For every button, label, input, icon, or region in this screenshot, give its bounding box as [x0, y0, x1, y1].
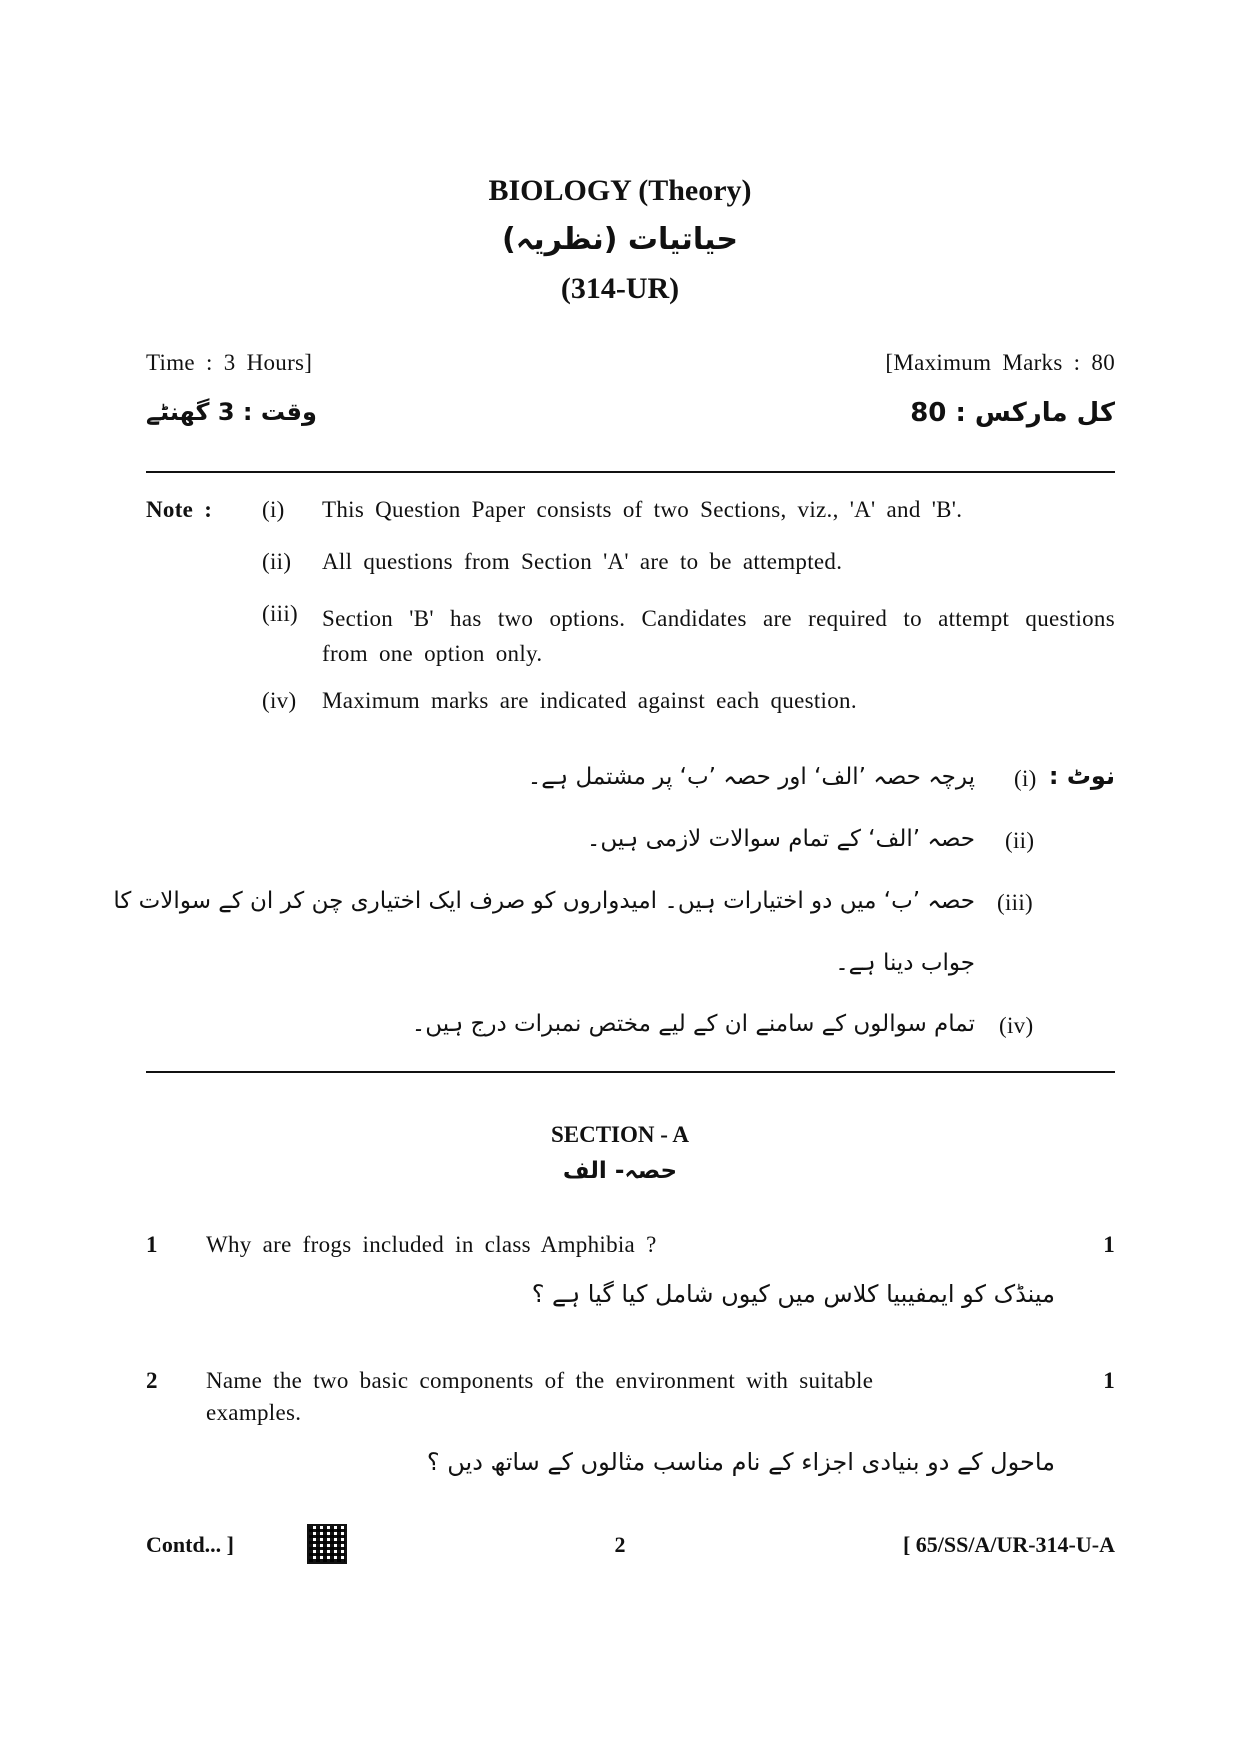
- note-text: Maximum marks are indicated against each question.: [322, 688, 857, 713]
- note-label: Note :: [146, 497, 213, 522]
- note-text: All questions from Section 'A' are to be attempted.: [322, 549, 843, 574]
- paper-title: BIOLOGY (Theory): [488, 174, 752, 207]
- paper-code-footer: [ 65/SS/A/UR-314-U-A: [902, 1532, 1115, 1557]
- note-text-urdu: جواب دینا ہے۔: [835, 950, 975, 976]
- note-num: (iii): [997, 890, 1033, 915]
- page-number: 2: [614, 1532, 626, 1557]
- question-text: Name the two basic components of the environment with suitable: [206, 1368, 874, 1393]
- contd-label: Contd... ]: [146, 1532, 235, 1557]
- question-marks: 1: [1103, 1368, 1115, 1393]
- paper-title-urdu: حیاتیات (نظریہ): [502, 222, 738, 257]
- question-text-urdu: ماحول کے دو بنیادی اجزاء کے نام مناسب مثالوں کے ساتھ دیں ؟: [426, 1448, 1055, 1476]
- note-text-urdu: حصہ ’ب‘ میں دو اختیارات ہیں۔ امیدواروں کو صرف ایک اختیاری چن کر ان کے سوالات کا: [113, 888, 975, 914]
- note-text-urdu: پرچہ حصہ ’الف‘ اور حصہ ’ب‘ پر مشتمل ہے۔: [527, 764, 975, 790]
- note-num: (ii): [262, 549, 292, 574]
- marks-urdu: کل مارکس : 80: [910, 398, 1115, 428]
- question-number: 1: [146, 1232, 158, 1257]
- question-text: Why are frogs included in class Amphibia ?: [206, 1232, 657, 1257]
- note-text: Section 'B' has two options. Candidates are required to attempt questions from one option only.: [322, 606, 1115, 666]
- note-text: This Question Paper consists of two Sections, viz., 'A' and 'B'.: [322, 497, 963, 522]
- max-marks-label: [Maximum Marks : 80: [885, 350, 1115, 375]
- time-label: Time : 3 Hours]: [146, 350, 313, 375]
- question-marks: 1: [1103, 1232, 1115, 1257]
- question-number: 2: [146, 1368, 158, 1393]
- note-label-urdu: نوٹ :: [1048, 762, 1115, 790]
- paper-code: (314-UR): [560, 272, 680, 305]
- divider-top: [146, 471, 1115, 473]
- question-text-urdu: مینڈک کو ایمفیبیا کلاس میں کیوں شامل کیا گیا ہے ؟: [531, 1280, 1055, 1308]
- note-num: (i): [262, 497, 285, 522]
- note-text-urdu: حصہ ’الف‘ کے تمام سوالات لازمی ہیں۔: [586, 826, 975, 852]
- question-text-cont: examples.: [206, 1400, 302, 1425]
- time-urdu: وقت : 3 گھنٹے: [146, 398, 317, 426]
- note-text-urdu: تمام سوالوں کے سامنے ان کے لیے مختص نمبرات درج ہیں۔: [411, 1011, 975, 1037]
- section-title-urdu: حصہ- الف: [562, 1158, 678, 1184]
- note-num: (iii): [262, 601, 298, 626]
- note-num: (ii): [1005, 828, 1035, 853]
- section-title: SECTION - A: [550, 1122, 690, 1147]
- note-num: (i): [1014, 766, 1037, 791]
- note-num: (iv): [262, 688, 297, 713]
- note-num: (iv): [999, 1013, 1034, 1038]
- divider-bottom: [146, 1071, 1115, 1073]
